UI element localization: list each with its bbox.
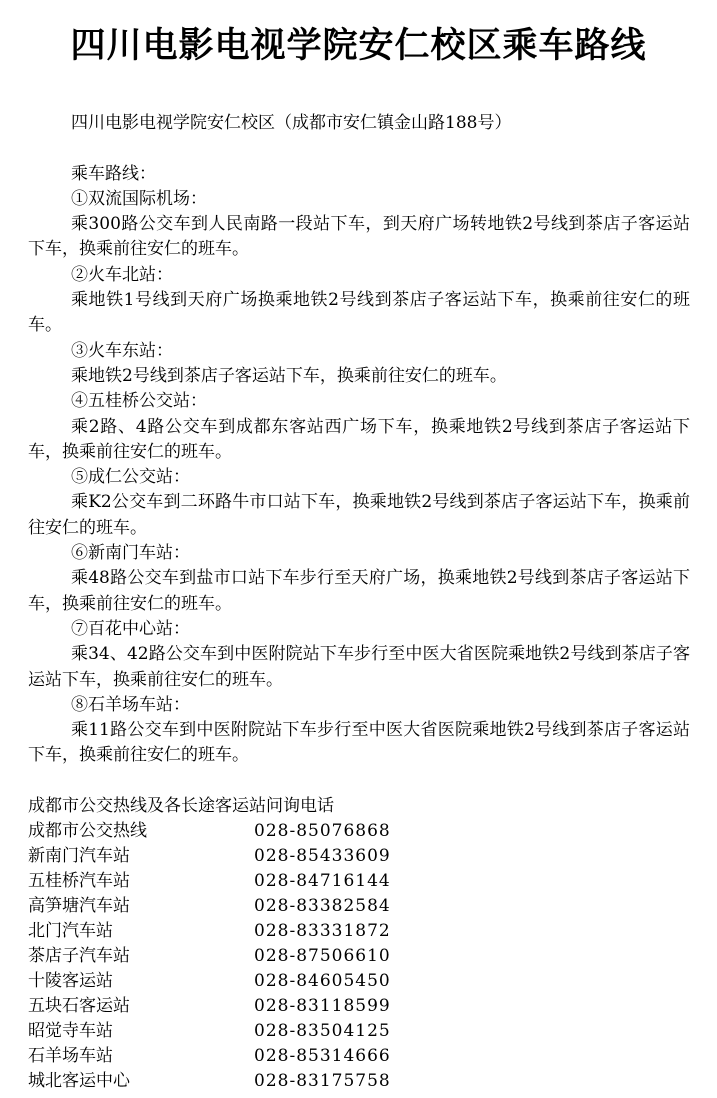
phone-number: 028-84605450 [254,971,391,992]
route-station: ⑦百花中心站： [71,618,190,639]
phone-number: 028-85314666 [254,1046,391,1067]
phone-number: 028-84716144 [254,871,391,892]
hotline-row [28,1069,690,1094]
route-description: 乘2路、4路公交车到成都东客站西广场下车，换乘地铁2号线到茶店子客运站下车，换乘前往安仁的班车。 [28,416,690,462]
phone-number: 028-83382584 [254,896,391,917]
hotline-row [28,919,690,944]
routes-heading: 乘车路线： [71,163,156,184]
route-item [28,693,690,769]
page-title: 四川电影电视学院安仁校区乘车路线 [70,26,647,66]
route-description: 乘48路公交车到盐市口站下车步行至天府广场，换乘地铁2号线到茶店子客运站下车，换乘前往安仁的班车。 [28,568,690,614]
station-name: 新南门汽车站 [28,846,130,867]
hotline-row [28,819,690,844]
hotline-row [28,869,690,894]
phone-number: 028-85433609 [254,846,391,867]
route-station: ⑤成仁公交站： [71,467,190,488]
route-item [28,465,690,541]
route-station: ④五桂桥公交站： [71,391,207,412]
hotline-row [28,994,690,1019]
station-name: 石羊场车站 [28,1046,113,1067]
phone-number: 028-83331872 [254,921,391,942]
hotline-row [28,1019,690,1044]
route-station: ⑥新南门车站： [71,543,190,564]
hotline-row [28,894,690,919]
route-item [28,617,690,693]
spacer [28,769,690,794]
hotline-row [28,944,690,969]
phone-number: 028-87506610 [254,946,391,967]
station-name: 北门汽车站 [28,921,113,942]
route-list [28,187,690,769]
route-description: 乘11路公交车到中医附院站下车步行至中医大省医院乘地铁2号线到茶店子客运站下车，换乘前往安仁的班车。 [28,720,690,766]
document-body [28,111,690,1094]
station-name: 五块石客运站 [28,996,130,1017]
campus-address: 四川电影电视学院安仁校区（成都市安仁镇金山路188号） [71,113,512,133]
station-name: 城北客运中心 [28,1071,130,1092]
phone-number: 028-85076868 [254,821,391,842]
route-item [28,187,690,263]
hotline-row [28,844,690,869]
route-item [28,339,690,390]
route-station: ①双流国际机场： [71,188,207,209]
phone-number: 028-83118599 [254,996,391,1017]
route-description: 乘地铁2号线到茶店子客运站下车，换乘前往安仁的班车。 [71,365,507,386]
route-station: ②火车北站： [71,264,173,285]
hotline-heading: 成都市公交热线及各长途客运站问询电话 [28,796,334,817]
route-description: 乘300路公交车到人民南路一段站下车，到天府广场转地铁2号线到茶店子客运站下车，换乘前往安仁的班车。 [28,214,690,260]
spacer [28,136,690,161]
station-name: 十陵客运站 [28,971,113,992]
route-item [28,541,690,617]
hotline-row [28,969,690,994]
station-name: 昭觉寺车站 [28,1021,113,1042]
route-item [28,389,690,465]
hotline-row [28,1044,690,1069]
phone-number: 028-83504125 [254,1021,391,1042]
station-name: 茶店子汽车站 [28,946,130,967]
station-name: 高笋塘汽车站 [28,896,130,917]
route-description: 乘地铁1号线到天府广场换乘地铁2号线到茶店子客运站下车，换乘前往安仁的班车。 [28,290,690,336]
route-station: ③火车东站： [71,340,173,361]
route-item [28,263,690,339]
hotline-list [28,819,690,1094]
phone-number: 028-83175758 [254,1071,391,1092]
route-description: 乘K2公交车到二环路牛市口站下车，换乘地铁2号线到茶店子客运站下车，换乘前往安仁的班车。 [28,492,690,538]
station-name: 成都市公交热线 [28,821,147,842]
station-name: 五桂桥汽车站 [28,871,130,892]
route-station: ⑧石羊场车站： [71,694,190,715]
route-description: 乘34、42路公交车到中医附院站下车步行至中医大省医院乘地铁2号线到茶店子客运站下车，换乘前往安仁的班车。 [28,644,690,690]
